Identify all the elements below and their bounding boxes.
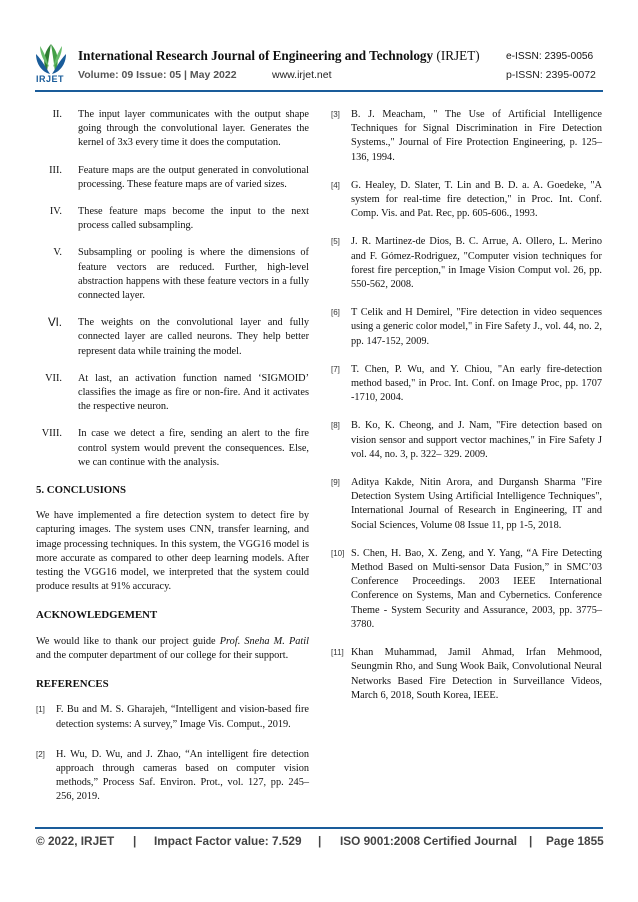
list-item-text: In case we detect a fire, sending an alert to the fire control system would prevent the consequences. Else, we can continue with the analysis. <box>78 428 309 468</box>
reference-number: [1] <box>36 705 45 715</box>
list-item-number: VII. <box>45 372 62 384</box>
references-right <box>331 108 602 703</box>
page-header <box>0 0 638 88</box>
reference-text: T. Chen, P. Wu, and Y. Chiou, "An early fire-detection method based," in Proc. Int. Conf. on Image Proc, pp. 1707 -1710, 2004. <box>351 363 602 404</box>
volume-issue: Volume: 09 Issue: 05 | May 2022 <box>78 69 237 81</box>
reference-item <box>331 108 602 165</box>
reference-number: [10] <box>331 548 345 558</box>
list-item-number: V. <box>53 247 62 259</box>
reference-item <box>36 703 309 731</box>
conclusions-text: We have implemented a fire detection system to detect fire by capturing images. The system uses CNN, transfer learning, and image processing techniques. In this system, the VGG16 model is more accurate as compared to other deep learning models. After testing the VGG16 model, we interpreted that the system could produce results at 91% accuracy. <box>36 510 309 593</box>
reference-number: [6] <box>331 308 340 318</box>
acknowledgement-text <box>36 635 309 663</box>
list-item <box>36 246 309 303</box>
reference-item <box>331 419 602 462</box>
reference-number: [9] <box>331 478 340 488</box>
footer-sep-1: | <box>133 834 137 848</box>
right-column <box>331 108 602 717</box>
reference-text: Aditya Kakde, Nitin Arora, and Durgansh Sharma "Fire Detection System Using Artificial Intelligence Techniques", International Journal of Research in Engineering, IT and Social Sciences, Volume 08 Issue 11, pp 1-5, 2018. <box>351 477 602 531</box>
reference-text: S. Chen, H. Bao, X. Zeng, and Y. Yang, “A Fire Detecting Method Based on Multi-sensor Data Fusion,” in SMC’03 Conference Proceedings. 2003 IEEE International Conference on Systems, Man and Cybernetics. Conference Theme - System Security and Assurance, 2003, pp. 3775–3780. <box>351 547 602 630</box>
reference-text: H. Wu, D. Wu, and J. Zhao, “An intelligent fire detection approach through cameras based on computer vision methods,” Process Saf. Environ. Prot., vol. 127, pp. 245–256, 2019. <box>56 748 309 803</box>
list-item <box>36 164 309 192</box>
reference-text: Khan Muhammad, Jamil Ahmad, Irfan Mehmood, Seungmin Rho, and Sung Wook Baik, Convolutional Neural Networks Based Fire Detection in Surveillance Videos, March 6, 2018, South Korea, IEEE. <box>351 647 602 701</box>
numbered-list <box>36 108 309 470</box>
reference-item <box>36 748 309 805</box>
references-left <box>36 703 309 804</box>
reference-text: B. Ko, K. Cheong, and J. Nam, "Fire detection based on vision sensor and support vector machines," in Fire Safety J vol. 44, no. 3, p. 322– 329. 2009. <box>351 420 602 460</box>
reference-item <box>331 179 602 222</box>
journal-name: International Research Journal of Engineering and Technology <box>78 48 434 63</box>
logo-text: IRJET <box>36 74 65 84</box>
reference-item <box>331 476 602 533</box>
pissn: p-ISSN: 2395-0072 <box>506 69 596 81</box>
conclusions-heading: 5. CONCLUSIONS <box>36 484 126 497</box>
ack-text-before: We would like to thank our project guide <box>36 635 220 647</box>
reference-text: T Celik and H Demirel, "Fire detection in video sequences using a generic color model," in Fire Safety J., vol. 44, no. 2, pp. 147-152, 2009. <box>351 307 602 347</box>
journal-url[interactable]: www.irjet.net <box>272 69 332 81</box>
reference-text: F. Bu and M. S. Gharajeh, “Intelligent and vision-based fire detection systems: A survey,” Image Vis. Comput., 2019. <box>56 704 309 730</box>
list-item-text: The input layer communicates with the output shape going through the convolutional layer. Generates the kernel of 3x3 every time it does the computation. <box>78 109 309 149</box>
reference-item <box>331 306 602 349</box>
reference-number: [5] <box>331 237 340 247</box>
list-item-text: The weights on the convolutional layer and fully connected layer are called neurons. They help better represent data while training the model. <box>78 317 309 357</box>
left-column <box>36 108 309 821</box>
footer-impact: Impact Factor value: 7.529 <box>154 834 302 848</box>
list-item <box>36 427 309 470</box>
footer-sep-2: | <box>318 834 322 848</box>
reference-number: [11] <box>331 648 344 658</box>
eissn: e-ISSN: 2395-0056 <box>506 51 594 62</box>
list-item <box>36 108 309 151</box>
footer-copyright: © 2022, IRJET <box>36 834 115 848</box>
list-item <box>36 372 309 415</box>
list-item-text: These feature maps become the input to the next process called subsampling. <box>78 206 309 232</box>
list-item-text: Feature maps are the output generated in convolutional processing. These feature maps are of varied sizes. <box>78 164 309 190</box>
ack-guide: Prof. Sneha M. Patil <box>219 635 309 647</box>
ack-text-after: and the computer department of our college for their support. <box>36 649 289 661</box>
footer-rule <box>35 827 603 829</box>
footer-sep-3: | <box>529 834 533 848</box>
list-item-number: VI. <box>47 317 62 330</box>
list-item <box>36 205 309 233</box>
list-item-number: III. <box>49 164 62 176</box>
reference-item <box>331 646 602 703</box>
journal-title <box>78 48 480 64</box>
reference-text: B. J. Meacham, " The Use of Artificial Intelligence Techniques for Signal Discrimination in Fire Detection Systems.," Journal of Fire Protection Engineering, p. 125–136, 1994. <box>351 109 602 163</box>
footer-page: Page 1855 <box>546 834 604 848</box>
header-rule <box>35 90 603 92</box>
reference-item <box>331 363 602 406</box>
reference-number: [3] <box>331 110 340 119</box>
journal-abbr: (IRJET) <box>436 48 480 63</box>
list-item-number: VIII. <box>41 428 62 440</box>
acknowledgement-heading: ACKNOWLEDGEMENT <box>36 609 158 622</box>
reference-text: G. Healey, D. Slater, T. Lin and B. D. a. A. Goedeke, "A system for real-time fire detection," in Proc. Int. Conf. Comp. Vis. and Pat. Rec, pp. 605-606., 1993. <box>351 179 602 220</box>
list-item-text: At last, an activation function named ‘SIGMOID’ classifies the image as fire or non-fire. And it activates the respective neuron. <box>78 372 309 413</box>
reference-number: [4] <box>331 180 340 190</box>
reference-text: J. R. Martinez-de Dios, B. C. Arrue, A. Ollero, L. Merino and F. Gómez-Rodriguez, "Computer vision techniques for forest fire perception," in Image Vision Comput vol. 26, pp. 550-562, 2008. <box>351 236 602 291</box>
reference-item <box>331 547 602 632</box>
reference-number: [2] <box>36 749 45 759</box>
list-item <box>36 316 309 359</box>
reference-number: [8] <box>331 421 340 431</box>
reference-item <box>331 235 602 292</box>
list-item-number: IV. <box>49 206 62 218</box>
reference-number: [7] <box>331 364 340 374</box>
references-heading: REFERENCES <box>36 678 109 691</box>
list-item-number: II. <box>52 109 62 120</box>
list-item-text: Subsampling or pooling is where the dimensions of feature vectors are reduced. Further, high-level abstraction happens with these feature vectors in a fully connected layer. <box>78 247 309 302</box>
footer-iso: ISO 9001:2008 Certified Journal <box>340 834 518 848</box>
